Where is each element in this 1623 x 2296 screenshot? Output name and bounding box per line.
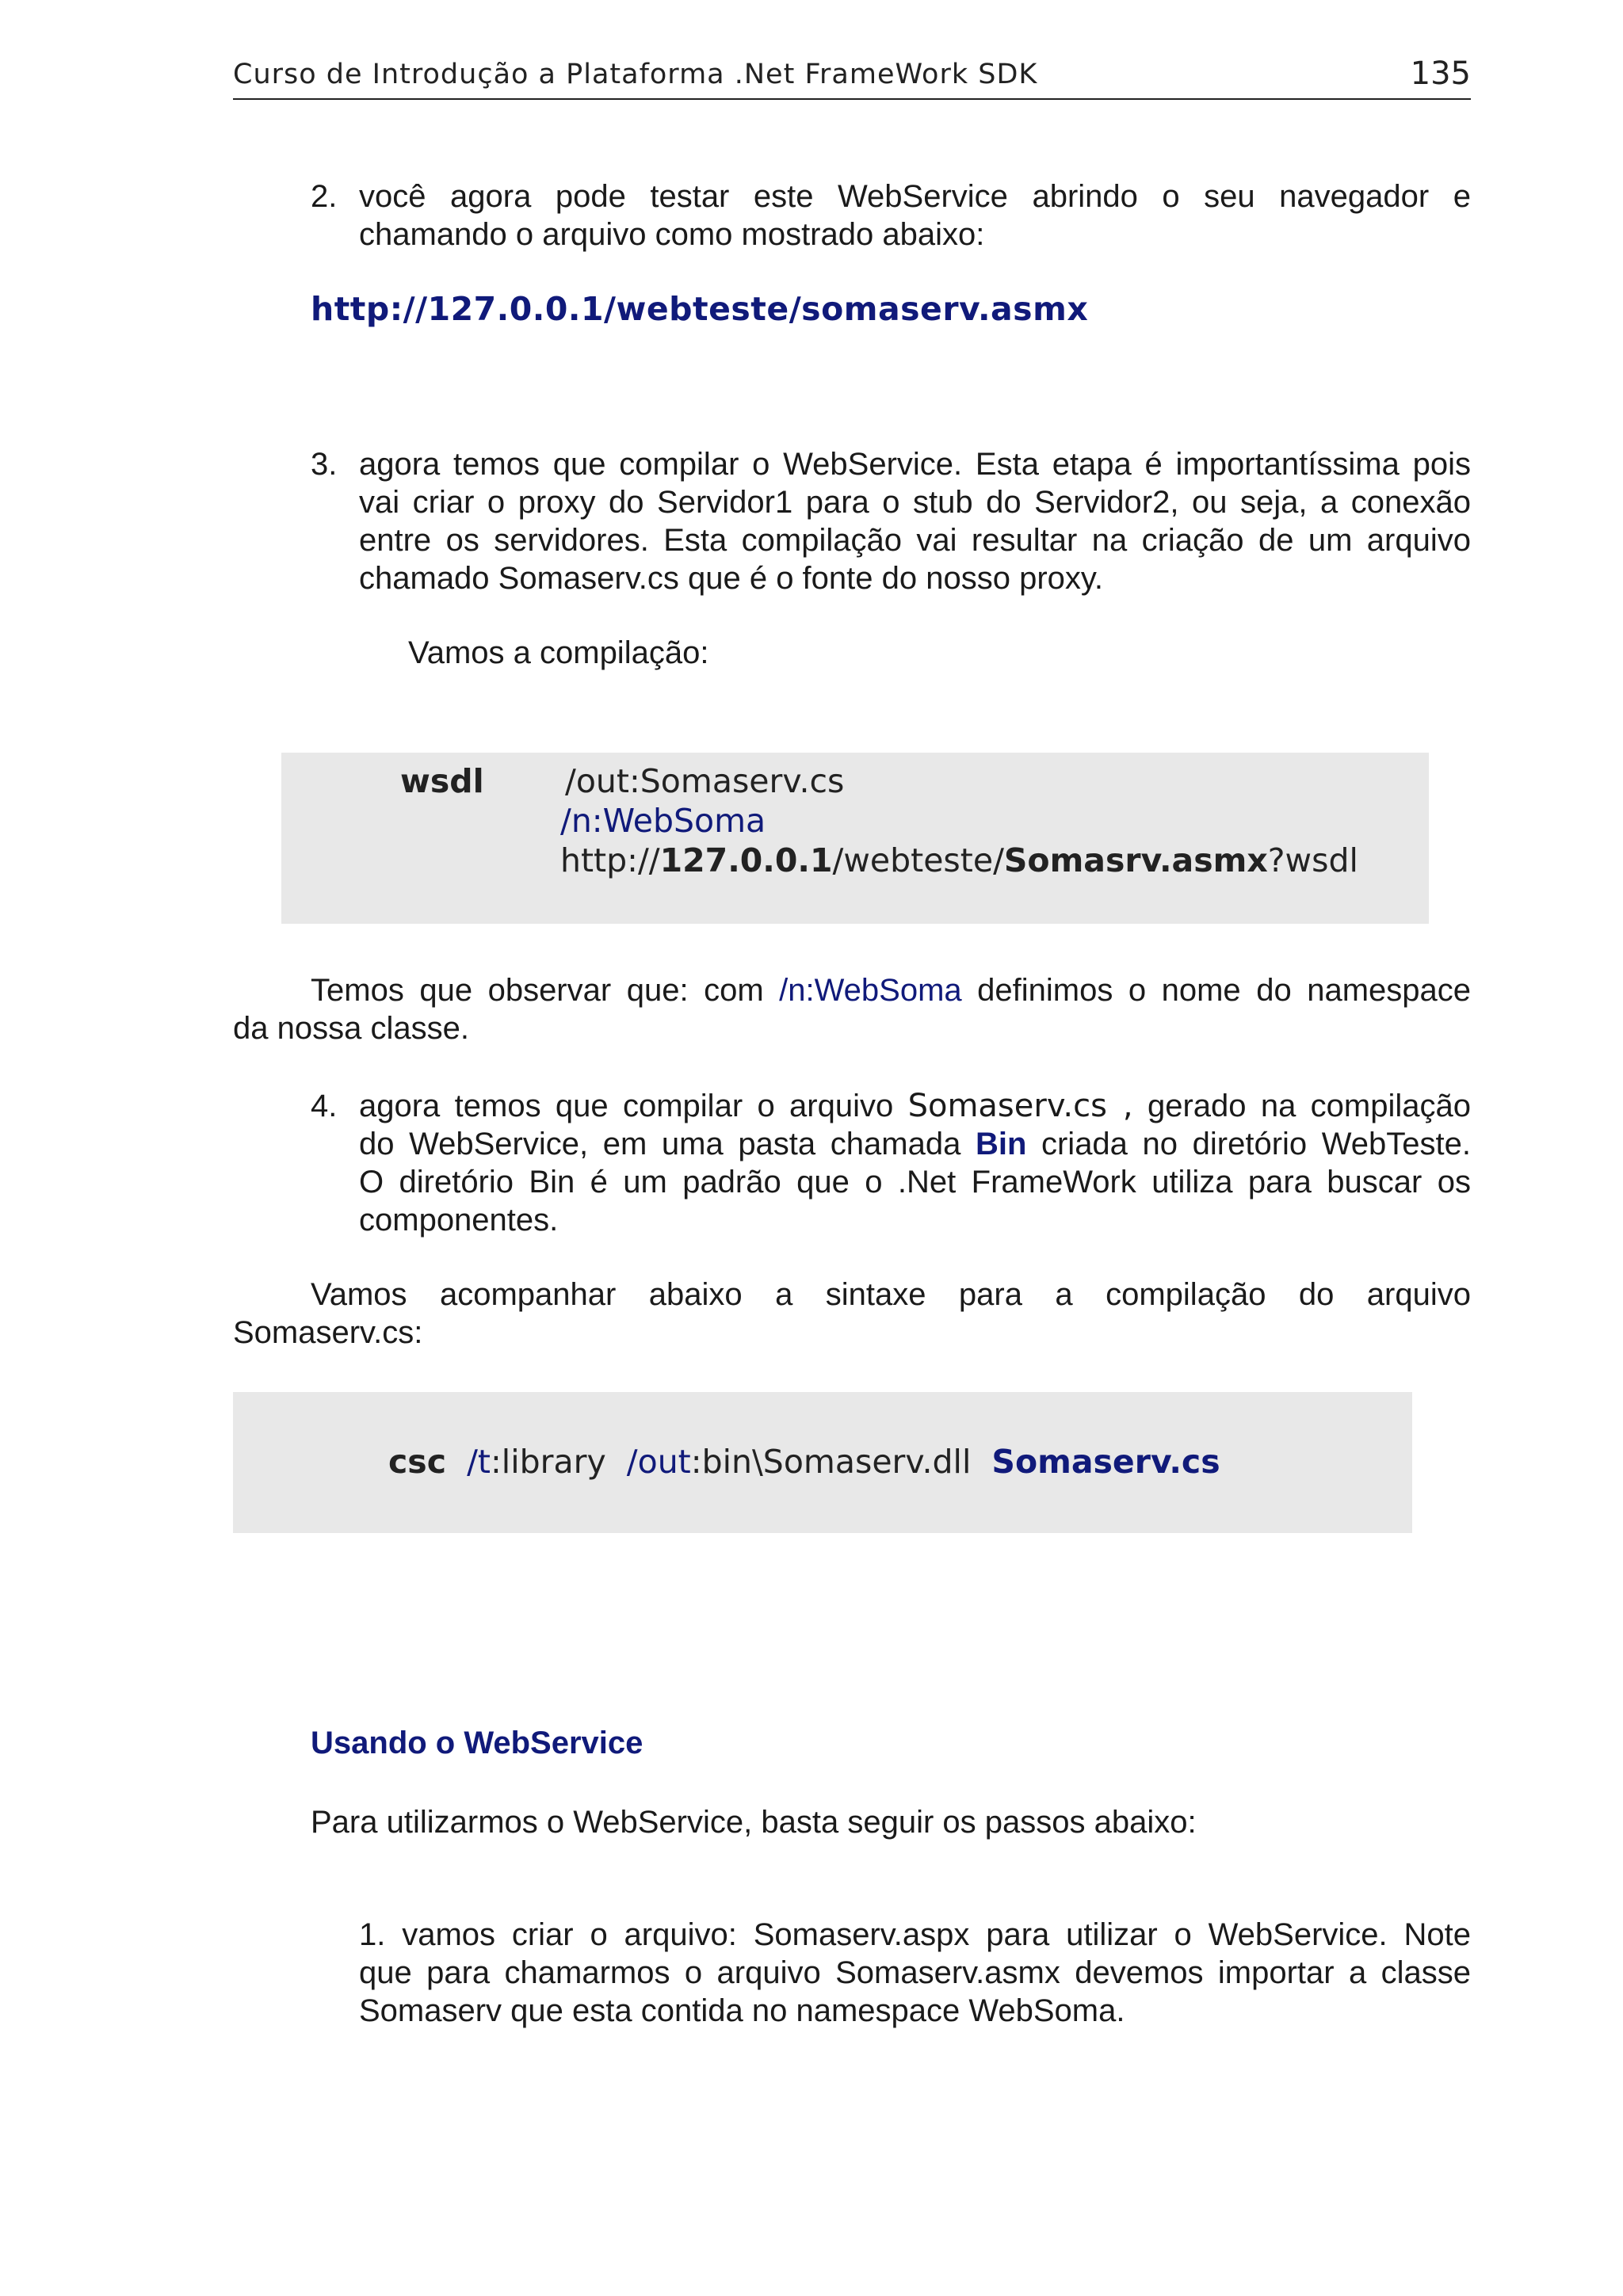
webservice-url: http://127.0.0.1/webteste/somaserv.asmx — [311, 290, 1089, 328]
step-4-text-2-after: criada no diretório WebTeste. — [1026, 1127, 1471, 1161]
step-4-filename: Somaserv.cs , — [907, 1088, 1133, 1124]
step-3-line-3: entre os servidores. Esta compilação vai resultar na criação de um arquivo — [359, 523, 1471, 558]
namespace-note-line-2: da nossa classe. — [233, 1011, 469, 1046]
step-3-compile-intro: Vamos a compilação: — [408, 635, 709, 670]
csc-target-flag: /t — [467, 1443, 491, 1481]
usage-step-1-line-3: Somaserv que esta contida no namespace WebSoma. — [359, 1993, 1125, 2028]
section-intro: Para utilizarmos o WebService, basta seguir os passos abaixo: — [311, 1805, 1197, 1840]
step-4-line-3: O diretório Bin é um padrão que o .Net FrameWork utiliza para buscar os — [359, 1165, 1471, 1199]
step-4-bin-highlight: Bin — [975, 1127, 1027, 1161]
wsdl-url-host: 127.0.0.1 — [659, 841, 833, 879]
step-4-text-2: do WebService, em uma pasta chamada — [359, 1127, 976, 1161]
note-namespace-highlight: /n:WebSoma — [779, 973, 962, 1008]
usage-step-1-line-1: 1. vamos criar o arquivo: Somaserv.aspx para utilizar o WebService. Note — [359, 1917, 1471, 1952]
syntax-intro-line-2: Somaserv.cs: — [233, 1315, 423, 1350]
step-2-line-1: você agora pode testar este WebService abrindo o seu navegador e — [359, 179, 1471, 214]
step-4-text-after: gerado na compilação — [1132, 1089, 1471, 1123]
step-3-line-2: vai criar o proxy do Servidor1 para o stub do Servidor2, ou seja, a conexão — [359, 485, 1471, 520]
running-header-title: Curso de Introdução a Plataforma .Net FrameWork SDK — [233, 59, 1038, 90]
wsdl-url-prefix: http:// — [560, 841, 660, 879]
wsdl-command-box — [281, 753, 1429, 924]
wsdl-out-argument: /out:Somaserv.cs — [565, 762, 845, 800]
csc-command-box — [233, 1392, 1412, 1533]
syntax-intro-line-1: Vamos acompanhar abaixo a sintaxe para a compilação do arquivo — [311, 1277, 1471, 1312]
csc-out-value: :bin\Somaserv.dll — [690, 1443, 972, 1481]
step-3-number: 3. — [311, 447, 338, 482]
namespace-note-line-1 — [311, 971, 1471, 1009]
wsdl-namespace-argument: /n:WebSoma — [560, 802, 766, 840]
wsdl-url-path: /webteste/ — [832, 841, 1004, 879]
section-title: Usando o WebService — [311, 1726, 643, 1760]
wsdl-command: wsdl — [400, 762, 484, 800]
step-4-line-4: componentes. — [359, 1203, 559, 1238]
step-4-line-1 — [359, 1087, 1471, 1125]
step-4-text: agora temos que compilar o arquivo — [359, 1089, 908, 1123]
usage-step-1-line-2: que para chamarmos o arquivo Somaserv.asmx devemos importar a classe — [359, 1955, 1471, 1990]
step-4-line-2 — [359, 1125, 1471, 1163]
page-number: 135 — [1410, 55, 1471, 92]
csc-command-line — [388, 1443, 1220, 1481]
wsdl-url-file: Somasrv.asmx — [1003, 841, 1268, 879]
page-header — [233, 52, 1471, 100]
csc-source-file: Somaserv.cs — [991, 1443, 1220, 1481]
wsdl-url-query: ?wsdl — [1267, 841, 1358, 879]
step-4-number: 4. — [311, 1089, 338, 1123]
wsdl-url — [560, 841, 1358, 879]
note-text-after: definimos o nome do namespace — [961, 973, 1471, 1008]
step-3-line-4: chamado Somaserv.cs que é o fonte do nosso proxy. — [359, 561, 1104, 596]
step-2-number: 2. — [311, 179, 338, 214]
csc-out-flag: /out — [626, 1443, 691, 1481]
step-2-line-2: chamando o arquivo como mostrado abaixo: — [359, 217, 985, 252]
csc-command: csc — [388, 1443, 447, 1481]
step-3-line-1: agora temos que compilar o WebService. Esta etapa é importantíssima pois — [359, 447, 1471, 482]
csc-target-value: :library — [490, 1443, 606, 1481]
note-text: Temos que observar que: com — [311, 973, 780, 1008]
